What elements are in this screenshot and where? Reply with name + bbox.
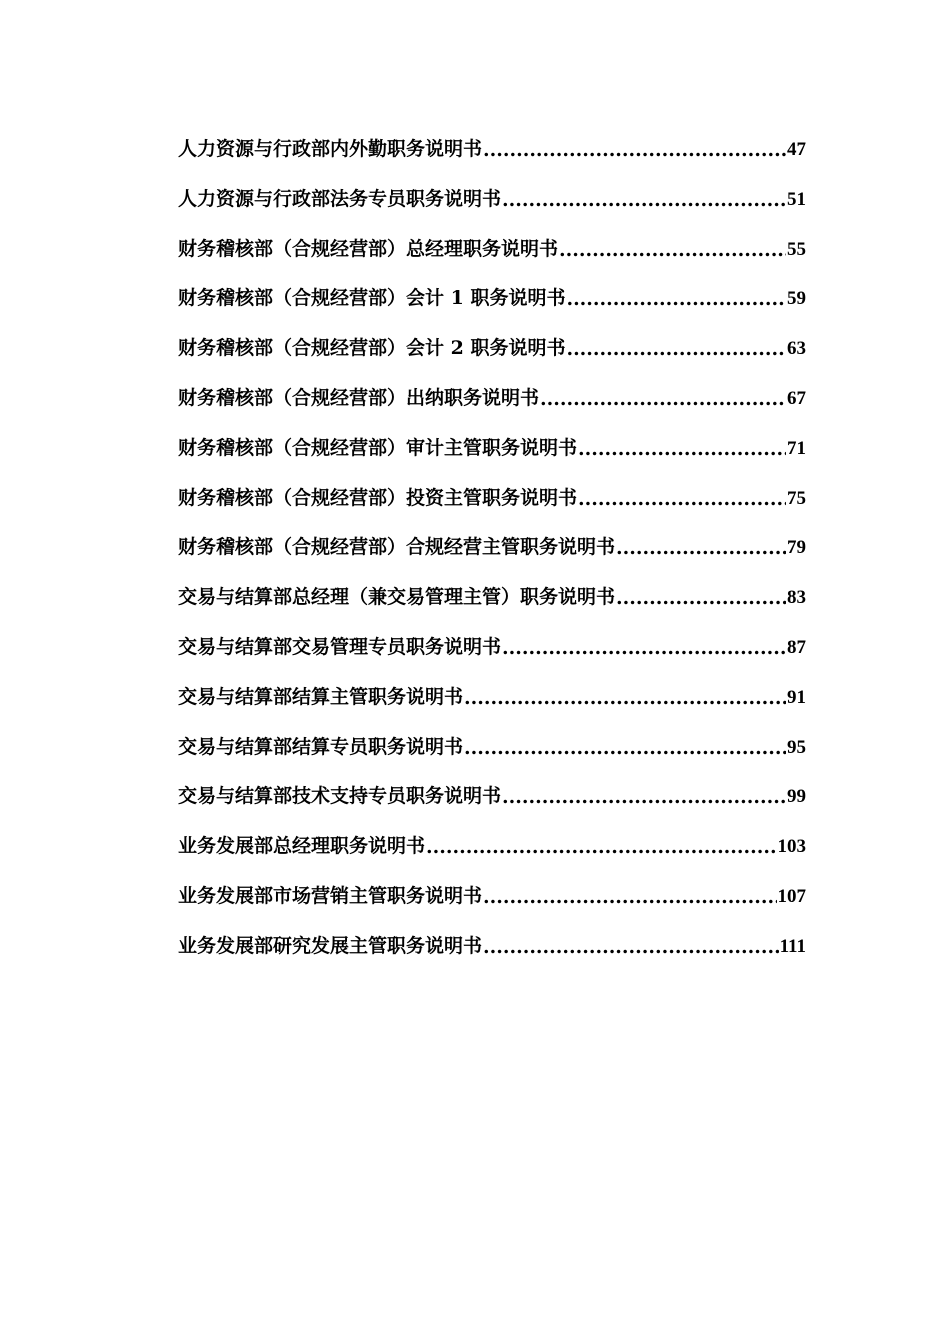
toc-entry[interactable] (178, 582, 806, 632)
toc-entry-title: 交易与结算部结算专员职务说明书 (178, 735, 464, 758)
toc-entry-title: 财务稽核部（合规经营部）审计主管职务说明书 (178, 436, 578, 459)
toc-entry[interactable] (178, 433, 806, 483)
toc-entry-title: 交易与结算部总经理（兼交易管理主管）职务说明书 (178, 586, 616, 609)
toc-page-number: 103 (777, 836, 806, 858)
toc-page-number: 67 (787, 387, 806, 409)
toc-page-number: 47 (787, 139, 806, 160)
toc-page-number: 79 (787, 537, 806, 559)
toc-page-number: 75 (787, 487, 806, 509)
toc-dot-leader (483, 886, 776, 905)
toc-entry-title: 财务稽核部（合规经营部）投资主管职务说明书 (178, 486, 578, 509)
toc-dot-leader (616, 537, 786, 556)
toc-page-number: 63 (787, 338, 806, 360)
toc-entry-title: 人力资源与行政部内外勤职务说明书 (178, 138, 483, 160)
toc-entry-title: 财务稽核部（合规经营部）会计 2 职务说明书 (178, 337, 566, 360)
toc-dot-leader (464, 687, 786, 706)
toc-entry[interactable] (178, 134, 806, 184)
toc-dot-leader (559, 239, 786, 258)
toc-entry-title: 财务稽核部（合规经营部）会计 1 职务说明书 (178, 287, 566, 310)
toc-entry[interactable] (178, 682, 806, 732)
toc-entry[interactable] (178, 483, 806, 533)
toc-entry-title: 财务稽核部（合规经营部）出纳职务说明书 (178, 386, 540, 409)
toc-entry[interactable] (178, 383, 806, 433)
toc-entry-title: 人力资源与行政部法务专员职务说明书 (178, 187, 502, 210)
toc-dot-leader (483, 139, 786, 158)
toc-page-number: 83 (787, 587, 806, 609)
toc-dot-leader (502, 189, 786, 208)
toc-entry[interactable] (178, 333, 806, 383)
toc-page-number: 91 (787, 686, 806, 708)
toc-page-number: 99 (787, 786, 806, 808)
toc-page-number: 87 (787, 636, 806, 658)
toc-dot-leader (540, 388, 786, 407)
toc-dot-leader (578, 438, 786, 457)
toc-entry-title: 交易与结算部交易管理专员职务说明书 (178, 635, 502, 658)
toc-dot-leader (502, 786, 786, 805)
toc-page-number: 55 (787, 238, 806, 260)
toc-entry-title: 财务稽核部（合规经营部）合规经营主管职务说明书 (178, 536, 616, 559)
toc-entry-title: 业务发展部市场营销主管职务说明书 (178, 884, 483, 907)
toc-entry-title: 业务发展部总经理职务说明书 (178, 835, 426, 858)
toc-page-number: 51 (787, 188, 806, 210)
toc-page-number: 111 (779, 935, 806, 957)
toc-entry[interactable] (178, 184, 806, 234)
toc-dot-leader (616, 587, 786, 606)
table-of-contents (178, 134, 806, 981)
toc-entry[interactable] (178, 632, 806, 682)
toc-dot-leader (578, 488, 786, 507)
toc-page-number: 95 (787, 736, 806, 758)
toc-entry[interactable] (178, 881, 806, 931)
toc-entry[interactable] (178, 532, 806, 582)
toc-entry-title: 业务发展部研究发展主管职务说明书 (178, 934, 483, 957)
toc-dot-leader (502, 637, 786, 656)
toc-entry-title: 交易与结算部结算主管职务说明书 (178, 685, 464, 708)
toc-entry-title: 财务稽核部（合规经营部）总经理职务说明书 (178, 237, 559, 260)
toc-entry[interactable] (178, 931, 806, 981)
toc-page-number: 107 (777, 885, 806, 907)
toc-entry-title: 交易与结算部技术支持专员职务说明书 (178, 785, 502, 808)
toc-entry[interactable] (178, 781, 806, 831)
toc-dot-leader (464, 737, 786, 756)
toc-dot-leader (566, 288, 786, 307)
toc-entry[interactable] (178, 283, 806, 333)
toc-page-number: 71 (787, 437, 806, 459)
toc-entry[interactable] (178, 234, 806, 284)
toc-dot-leader (426, 836, 776, 855)
toc-entry[interactable] (178, 732, 806, 782)
toc-dot-leader (483, 936, 779, 955)
toc-entry[interactable] (178, 831, 806, 881)
toc-page-number: 59 (787, 288, 806, 310)
toc-dot-leader (566, 338, 786, 357)
